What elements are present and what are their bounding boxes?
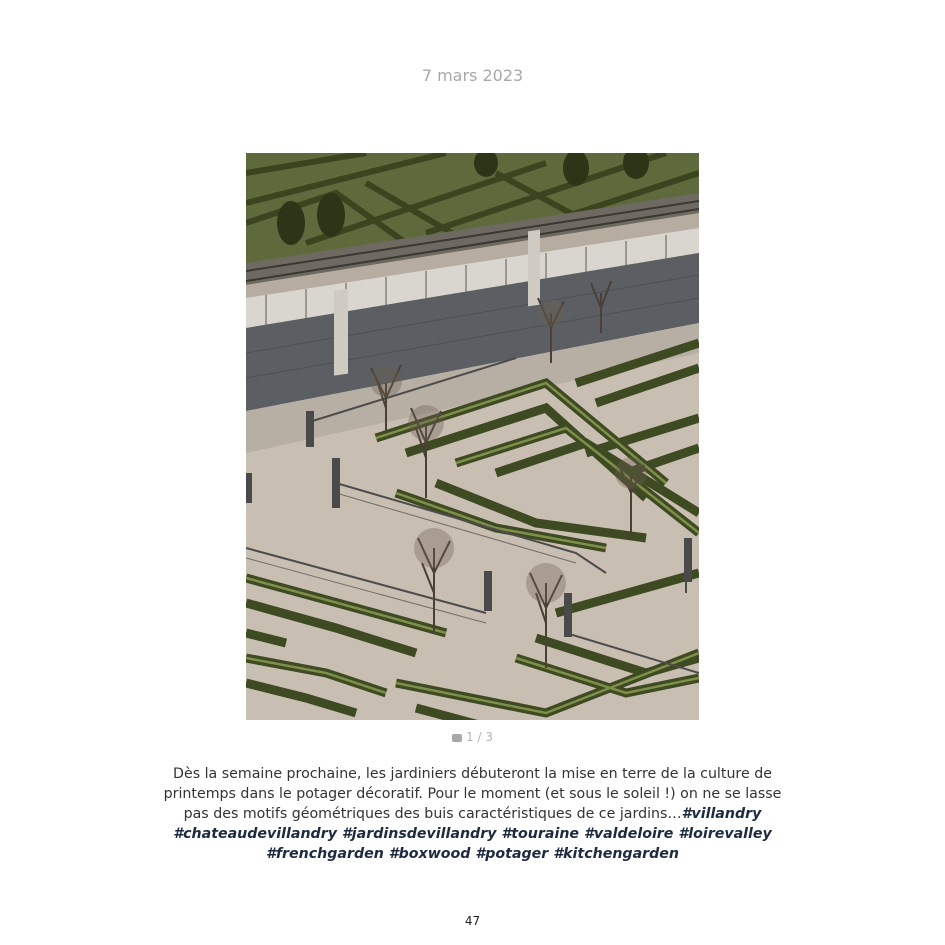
image-counter-text: 1 / 3 — [466, 730, 493, 744]
caption-text: Dès la semaine prochaine, les jardiniers débuteront la mise en terre de la culture de printemps dans le potager décoratif. Pour le moment (et sous le soleil !) on ne se lasse pas des motifs géométriques des buis caractéristiques de ce jardins… — [163, 766, 782, 822]
post-caption — [158, 764, 787, 864]
post-date: 7 mars 2023 — [421, 66, 524, 85]
page-number: 47 — [464, 914, 481, 928]
camera-icon — [452, 734, 462, 742]
hashtag-list[interactable]: #villandry #chateaudevillandry #jardinsdevillandry #touraine #valdeloire #loirevalley #frenchgarden #boxwood #potager #kitchengarden — [173, 806, 772, 862]
garden-photo-illustration — [246, 153, 699, 720]
image-counter — [0, 730, 945, 744]
garden-photo[interactable] — [246, 153, 699, 720]
